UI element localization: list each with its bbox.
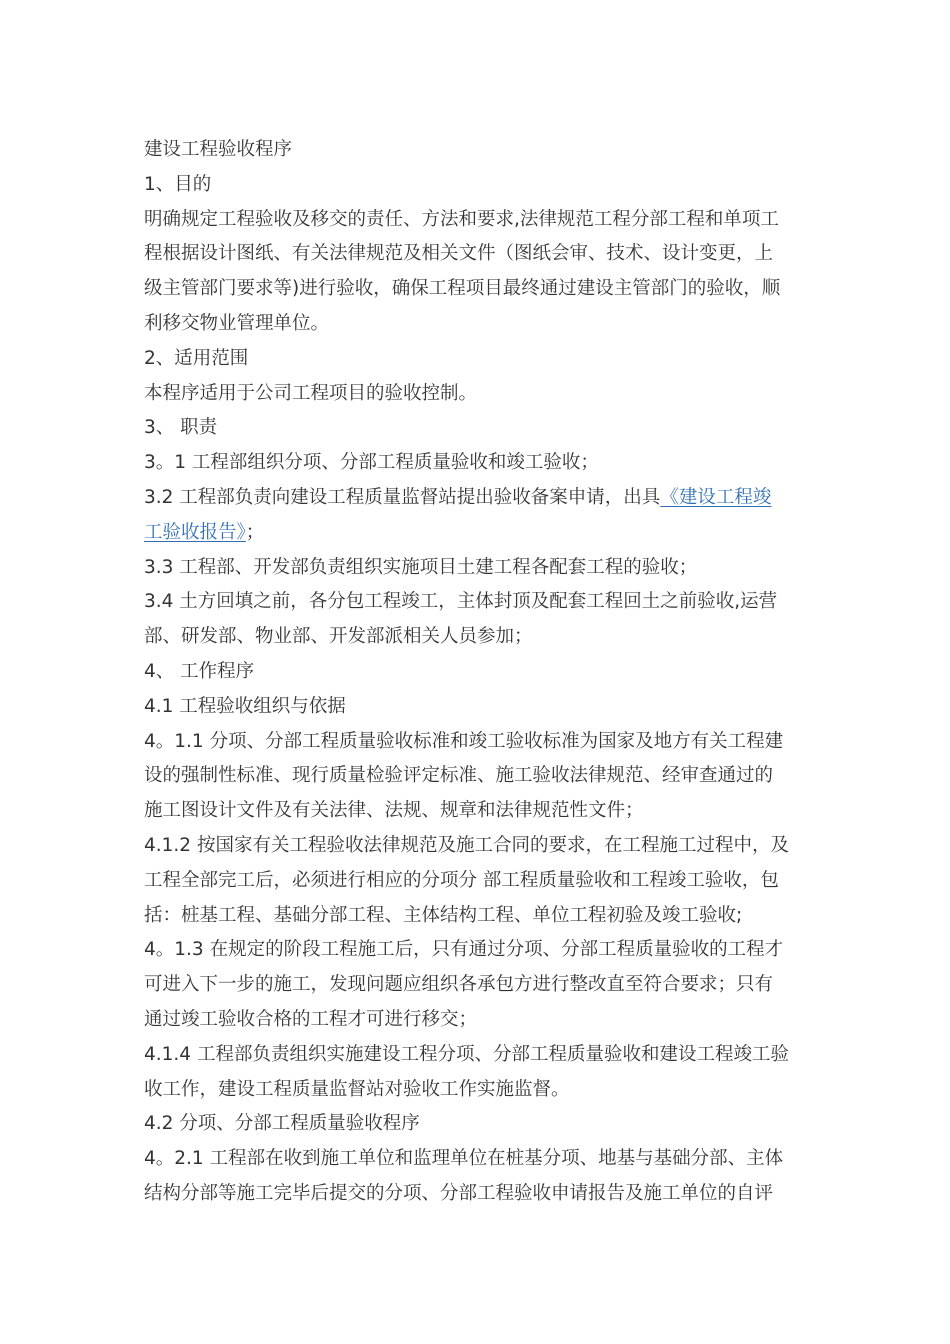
- section-heading: 2、适用范围: [144, 347, 249, 369]
- paragraph-line: 4.1.4 工程部负责组织实施建设工程分项、分部工程质量验收和建设工程竣工验: [144, 1043, 789, 1065]
- paragraph-text: ；: [245, 521, 265, 543]
- paragraph-line: 利移交物业管理单位。: [144, 312, 330, 334]
- paragraph-line: 4.1.2 按国家有关工程验收法律规范及施工合同的要求，在工程施工过程中，及: [144, 834, 789, 856]
- paragraph-line: 可进入下一步的施工，发现问题应组织各承包方进行整改直至符合要求；只有: [144, 974, 774, 996]
- paragraph-line: 级主管部门要求等)进行验收，确保工程项目最终通过建设主管部门的验收，顺: [144, 278, 781, 300]
- paragraph-line: 结构分部等施工完毕后提交的分项、分部工程验收申请报告及施工单位的自评: [144, 1182, 774, 1204]
- paragraph-line: 通过竣工验收合格的工程才可进行移交；: [144, 1008, 478, 1030]
- paragraph-line: 括：桩基工程、基础分部工程、主体结构工程、单位工程初验及竣工验收;: [144, 904, 743, 926]
- paragraph-line: 施工图设计文件及有关法律、法规、规章和法律规范性文件；: [144, 800, 644, 822]
- paragraph-line: 4。2.1 工程部在收到施工单位和监理单位在桩基分项、地基与基础分部、主体: [144, 1148, 784, 1170]
- paragraph-line: 4。1.1 分项、分部工程质量验收标准和竣工验收标准为国家及地方有关工程建: [144, 730, 784, 752]
- subsection-heading: 4.2 分项、分部工程质量验收程序: [144, 1113, 420, 1135]
- paragraph-line: 收工作，建设工程质量监督站对验收工作实施监督。: [144, 1078, 570, 1100]
- paragraph-line: 3.3 工程部、开发部负责组织实施项目土建工程各配套工程的验收；: [144, 556, 698, 578]
- document-body: [144, 133, 814, 1212]
- paragraph-line: 3。1 工程部组织分项、分部工程质量验收和竣工验收；: [144, 452, 599, 474]
- paragraph-line: 本程序适用于公司工程项目的验收控制。: [144, 382, 478, 404]
- document-title: 建设工程验收程序: [144, 139, 293, 160]
- paragraph-line-with-link: [144, 516, 814, 551]
- paragraph-text: 3.2 工程部负责向建设工程质量监督站提出验收备案申请，出具: [144, 486, 661, 508]
- acceptance-report-link[interactable]: 《建设工程竣: [660, 486, 772, 508]
- subsection-heading: 4.1 工程验收组织与依据: [144, 695, 346, 717]
- paragraph-line: 部、研发部、物业部、开发部派相关人员参加；: [144, 626, 533, 648]
- paragraph-line: 工程全部完工后，必须进行相应的分项分 部工程质量验收和工程竣工验收，包: [144, 869, 779, 891]
- paragraph-line: 3.4 土方回填之前，各分包工程竣工，主体封顶及配套工程回土之前验收,运营: [144, 591, 778, 613]
- paragraph-line: 4。1.3 在规定的阶段工程施工后，只有通过分项、分部工程质量验收的工程才: [144, 939, 784, 961]
- acceptance-report-link-continued[interactable]: 工验收报告》: [144, 521, 246, 543]
- paragraph-line: 设的强制性标准、现行质量检验评定标准、施工验收法律规范、经审查通过的: [144, 765, 774, 787]
- paragraph-line-with-link: [144, 481, 814, 516]
- section-heading: 4、 工作程序: [144, 660, 255, 682]
- section-heading: 3、 职责: [144, 417, 218, 439]
- paragraph-line: 明确规定工程验收及移交的责任、方法和要求,法律规范工程分部工程和单项工: [144, 208, 779, 230]
- paragraph-line: 程根据设计图纸、有关法律规范及相关文件（图纸会审、技术、设计变更，上: [144, 243, 774, 265]
- section-heading: 1、目的: [144, 173, 212, 195]
